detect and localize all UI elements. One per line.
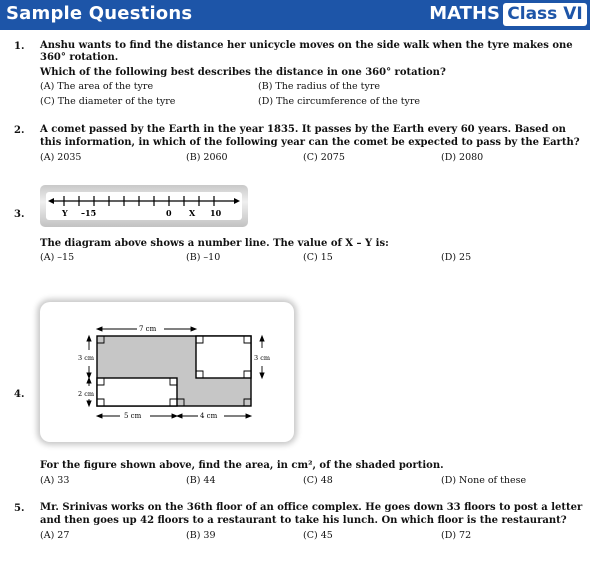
figure-label-right: 3 cm (254, 354, 271, 362)
question-2-option-d: (D) 2080 (441, 152, 484, 163)
figure-label-bottom-left: 5 cm (124, 412, 142, 420)
question-1-text-line3: Which of the following best describes the distance in one 360° rotation? (40, 67, 446, 78)
figure-panel (40, 302, 294, 442)
number-line-panel (40, 185, 248, 227)
question-5-text-line1: Mr. Srinivas works on the 36th floor of an office complex. He goes down 33 floors to post a letter (40, 502, 583, 513)
question-1-option-b: (B) The radius of the tyre (258, 81, 381, 92)
question-1-text-line2: 360° rotation. (40, 52, 119, 63)
figure-label-bottom-right: 4 cm (200, 412, 218, 420)
question-3-text: The diagram above shows a number line. The value of X – Y is: (40, 238, 389, 249)
figure-label-top: 7 cm (139, 325, 157, 333)
header-bar (0, 0, 590, 30)
question-1-option-d: (D) The circumference of the tyre (258, 96, 421, 107)
shaded-area-figure (40, 302, 294, 442)
class-badge: Class VI (503, 3, 587, 26)
page-title: Sample Questions (6, 3, 193, 24)
number-line-area (46, 192, 242, 220)
figure-label-left-top: 3 cm (78, 354, 95, 362)
question-4-option-d: (D) None of these (441, 475, 527, 486)
question-4-option-b: (B) 44 (186, 475, 216, 486)
number-line-label-10: 10 (210, 208, 222, 218)
question-1-option-c: (C) The diameter of the tyre (40, 96, 176, 107)
question-3-option-d: (D) 25 (441, 252, 472, 263)
question-5-option-a: (A) 27 (40, 530, 70, 541)
number-line-label-neg15: –15 (81, 208, 97, 218)
question-5-number: 5. (14, 503, 25, 514)
number-line-diagram (46, 192, 242, 220)
question-3-option-c: (C) 15 (303, 252, 333, 263)
question-5-text-line2: and then goes up 42 floors to a restaurant to take his lunch. On which floor is the restaurant? (40, 515, 567, 526)
number-line-label-zero: 0 (166, 208, 172, 218)
subject-label: MATHS (429, 3, 500, 24)
question-1-text-line1: Anshu wants to find the distance her unicycle moves on the side walk when the tyre makes one (40, 40, 573, 51)
question-1-option-a: (A) The area of the tyre (40, 81, 154, 92)
question-3-option-b: (B) –10 (186, 252, 221, 263)
question-2-option-a: (A) 2035 (40, 152, 82, 163)
number-line-label-y: Y (62, 208, 68, 218)
question-5-option-b: (B) 39 (186, 530, 216, 541)
question-2-option-b: (B) 2060 (186, 152, 228, 163)
figure-label-left-bottom: 2 cm (78, 390, 95, 398)
question-5-option-d: (D) 72 (441, 530, 472, 541)
question-2-number: 2. (14, 125, 25, 136)
question-2-text-line1: A comet passed by the Earth in the year 1835. It passes by the Earth every 60 years. Based on (40, 124, 566, 135)
number-line-label-x: X (189, 208, 196, 218)
question-4-option-a: (A) 33 (40, 475, 70, 486)
question-1-number: 1. (14, 41, 25, 52)
question-2-option-c: (C) 2075 (303, 152, 345, 163)
question-2-text-line2: this information, in which of the following year can the comet be expected to pass by the Earth? (40, 137, 580, 148)
question-4-text: For the figure shown above, find the area, in cm², of the shaded portion. (40, 460, 444, 471)
question-3-number: 3. (14, 209, 25, 220)
question-5-option-c: (C) 45 (303, 530, 333, 541)
question-4-option-c: (C) 48 (303, 475, 333, 486)
question-3-option-a: (A) –15 (40, 252, 75, 263)
question-4-number: 4. (14, 389, 25, 400)
